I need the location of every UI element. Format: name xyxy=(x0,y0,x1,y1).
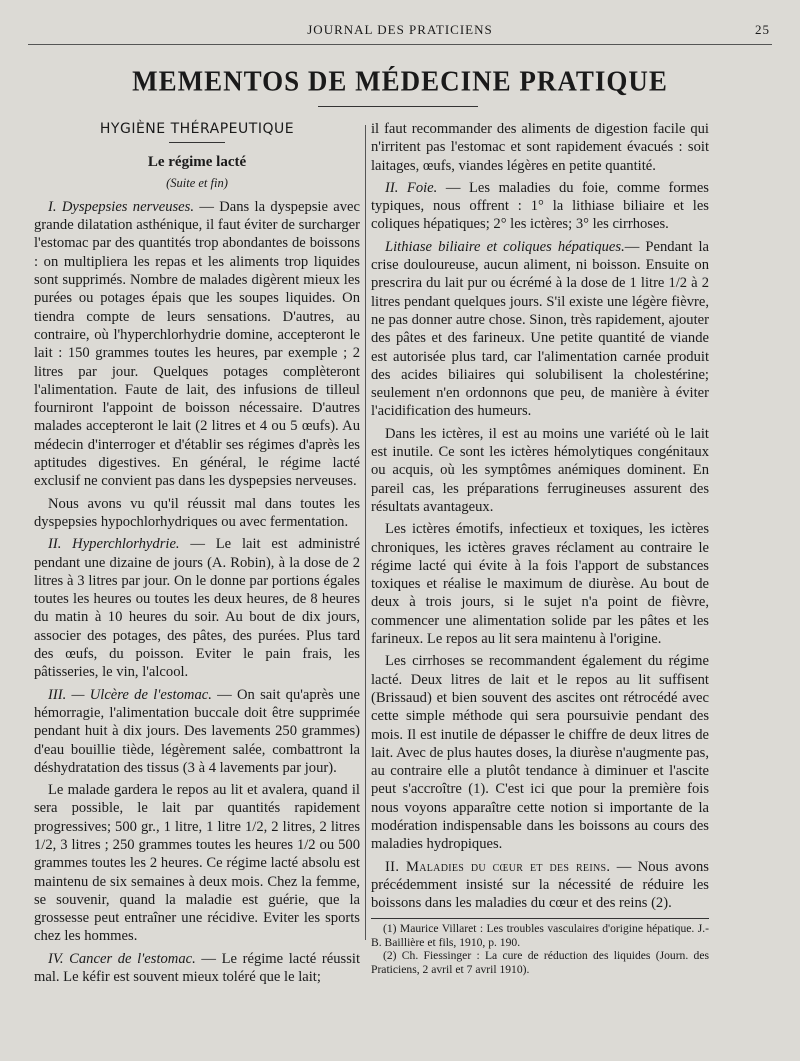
paragraph-lead: II. Hyperchlorhydrie. xyxy=(48,536,180,553)
paragraph-text: — Pendant la crise douloureuse, aucun aliment, ni boisson. Ensuite on prescrira du lait pur ou écrémé à la dose de 1 litre 1/2 à 2 litres pendant quelques jours. S'il existe une légère fièvre, ne pas donner autre chose. Sinon, très rapidement, ajouter des pâtes et des farineux. Une petite quantité de viande est autorisée plus tard, car l'alimentation carnée produit des acides biliaires qui solubilisent la cholestérine; seulement n'en ordonnons que peu, de manière à éviter l'acidification des humeurs. xyxy=(371,238,709,420)
footnote: (1) Maurice Villaret : Les troubles vasculaires d'origine hépatique. J.-B. Baillière et fils, 1910, p. 190. xyxy=(371,922,709,949)
paragraph: Les cirrhoses se recommandent également du régime lacté. Deux litres de lait et le repos au lit suffisent (Brissaud) et bien souvent des ascites ont rétrocédé avec cette simple méthode qui sera poursuivie pendant des mois. Il est inutile de dépasser le chiffre de deux litres de lait. Avec de plus hautes doses, la diurèse n'augmente pas, au contraire elle a plutôt tendance à diminuer et l'ascite peut s'accroître (1). C'est ici que pour la première fois nous voyons apparaître cette notion si importante de la modération indispensable dans les boissons au cours des maladies hydropiques. xyxy=(371,653,709,853)
paragraph-lead: II. Maladies du cœur et des reins. xyxy=(385,858,611,875)
paragraph-lead: IV. Cancer de l'estomac. xyxy=(48,950,196,967)
paragraph-text: — Le régime lacté réussit mal. Le kéfir est souvent mieux toléré que le lait; xyxy=(34,950,361,986)
paragraph-lead: Lithiase biliaire et coliques hépatiques. xyxy=(385,238,625,255)
running-head xyxy=(30,22,770,40)
paragraph-lead: II. Foie. xyxy=(385,179,438,196)
main-title: MEMENTOS DE MÉDECINE PRATIQUE xyxy=(132,65,668,97)
paragraph-text: — Nous avons précédemment insisté sur la nécessité de réduire les boissons dans les maladies du cœur et des reins (2). xyxy=(371,858,709,912)
article-title: Le régime lacté xyxy=(147,154,247,171)
page-number: 25 xyxy=(755,22,770,37)
paragraph: Le malade gardera le repos au lit et avalera, quand il sera possible, le lait par quantités rapidement progressives; 500 gr., 1 litre, 1 litre 1/2, 2 litres, 2 litres 1/2, 3 litres ; 250 grammes toutes les heures 1/2 ou 500 grammes toutes les 2 heures. Ce régime lacté absolu est maintenu de six semaines à deux mois. Chez la femme, se souvenir, quand la maladie est guérie, que la grossesse peut entraîner une récidive. Eviter les sports chez les hommes. xyxy=(34,782,360,945)
paragraph-hyperchlorhydrie xyxy=(34,535,360,681)
footnote: (2) Ch. Fiessinger : La cure de réduction des liquides (Journ. des Praticiens, 2 avril et 7 avril 1910). xyxy=(371,949,709,976)
paragraph-dyspepsies xyxy=(34,198,360,491)
paragraph-foie xyxy=(371,179,709,234)
paragraph-coeur-reins xyxy=(371,858,709,913)
paragraph: Les ictères émotifs, infectieux et toxiques, les ictères chroniques, les ictères graves réclament au contraire le régime lacté qui évite à la fois l'apport de substances toxiques et réalise le maximum de diurèse. Au bout de deux à trois jours, si le sujet n'a point de fièvre, commencer une alimentation solide par les pâtes et les farineux. Le repos au lit sera maintenu à l'origine. xyxy=(371,521,709,648)
column-divider xyxy=(365,125,366,940)
paragraph: Dans les ictères, il est au moins une variété où le lait est inutile. Ce sont les ictères hémolytiques congénitaux ou acquis, où les symptômes anémiques dominent. En pareil cas, les préparations ferrugineuses assurent des résultats avantageux. xyxy=(371,425,709,515)
header-rule xyxy=(28,44,772,45)
right-column xyxy=(371,120,709,976)
paragraph: il faut recommander des aliments de digestion facile qui n'irritent pas l'estomac et sont rapidement évacués : soit laitages, œufs, viandes légères en petite quantité. xyxy=(371,121,709,174)
paragraph-text: — Les maladies du foie, comme formes typiques, nous offrent : 1° la lithiase biliaire et les coliques hépatiques; 2° les ictères; 3° les cirrhoses. xyxy=(371,179,709,233)
paragraph-text: — Le lait est administré pendant une dizaine de jours (A. Robin), à la dose de 2 litres à 3 litres par jour. On le donne par portions égales toutes les heures ou toutes les deux heures, de 8 heures du matin à 10 heures du soir. Au bout de dix jours, associer des potages, des pâtes, des purées. Plus tard des œufs, du poisson. Eviter le pain frais, les pâtisseries, le vin, l'alcool. xyxy=(34,536,361,681)
section-rule xyxy=(169,142,225,143)
paragraph: Nous avons vu qu'il réussit mal dans toutes les dyspepsies hypochlorhydriques ou avec fermentation. xyxy=(34,495,360,530)
footnote-rule xyxy=(371,918,709,919)
paragraph-lead: I. Dyspepsies nerveuses. xyxy=(48,198,194,215)
paragraph-text: — On sait qu'après une hémorragie, l'alimentation buccale doit être supprimée pendant huit à dix jours. Des lavements 250 grammes) d'eau bouillie tiède, légèrement salée, combattront la déshydratation des tissus (3 à 4 lavements par jour). xyxy=(34,686,360,776)
paragraph-text: — Dans la dyspepsie avec grande dilatation asthénique, il faut éviter de surcharger l'estomac par des quantités trop abondantes de boissons : on multipliera les repas et les aliments trop liquides sont supprimés. Nombre de malades digèrent mieux les purées ou potages épais que les soupes liquides. On tiendra compte de leurs sensations. D'autres, au contraire, où l'hyperchlorhydrie domine, accepteront le lait : 150 grammes toutes les heures, par exemple ; 2 litres par jour. Quelques potages complèteront l'alimentation. Faute de lait, des infusions de tilleul fourniront l'appoint de boisson nécessaire. D'autres malades accepteront le lait (2 litres et 4 ou 5 œufs). Au médecin d'interroger et d'établir ses régimes d'après les aptitudes digestives. En général, le régime lacté exclusif ne convient pas dans les dyspepsies nerveuses. xyxy=(34,198,360,490)
journal-name: JOURNAL DES PRATICIENS xyxy=(307,22,493,37)
paragraph-lead: III. — Ulcère de l'estomac. xyxy=(48,686,212,703)
section-title: HYGIÈNE THÉRAPEUTIQUE xyxy=(99,121,295,137)
paragraph-ulcere xyxy=(34,686,360,777)
title-rule xyxy=(318,106,478,107)
article-note: (Suite et fin) xyxy=(166,175,228,190)
left-column xyxy=(34,120,360,990)
paragraph-cancer xyxy=(34,950,360,987)
paragraph-lithiase xyxy=(371,238,709,421)
